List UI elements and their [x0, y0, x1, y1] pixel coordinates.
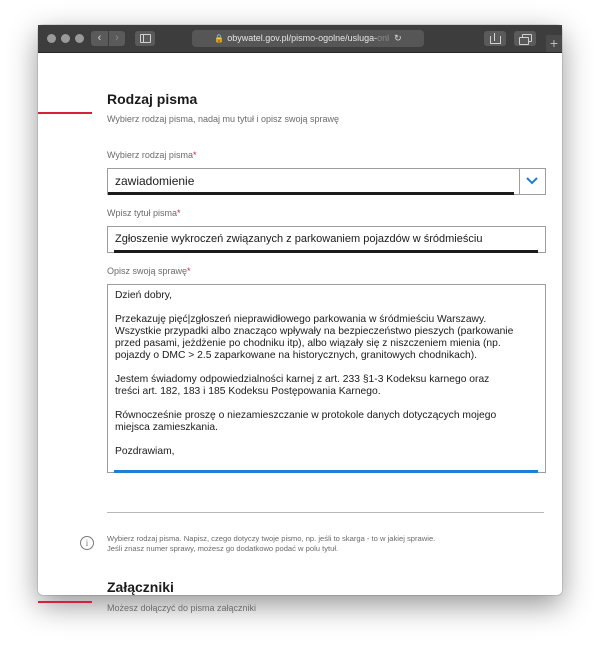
section-title: Załączniki — [107, 579, 174, 595]
minimize-window-button[interactable] — [61, 34, 70, 43]
case-description-textarea[interactable] — [107, 284, 546, 473]
browser-toolbar — [38, 25, 562, 53]
chevron-left-icon: ‹ — [97, 32, 102, 44]
textarea-focus-bar — [114, 470, 538, 473]
letter-title-input[interactable] — [107, 226, 546, 253]
back-button[interactable] — [91, 31, 108, 46]
section-accent-line — [38, 112, 92, 114]
text-paragraph: Dzień dobry, — [115, 290, 173, 301]
type-field-label: Wybierz rodzaj pisma* — [107, 150, 197, 160]
text-paragraph: Przekazuję pięć|zgłoszeń nieprawidłowego parkowania w śródmieściu Warszawy. Wszystkie przypadki albo znacząco wpływały na bezpieczeństwo pieszych (parkowanie przed pasami, jeżdżenie po chodniku itp), albo wiązały się z niszczeniem mienia (np. pojazdy o DMC > 2.5 zaparkowane na historycznych, granitowych chodnikach). — [115, 314, 514, 361]
browser-window — [38, 25, 562, 613]
select-value: zawiadomienie — [115, 174, 195, 188]
section-description: Możesz dołączyć do pisma załączniki — [107, 603, 257, 613]
reload-icon[interactable]: ↻ — [394, 33, 402, 43]
address-bar[interactable] — [192, 30, 424, 47]
close-window-button[interactable] — [47, 34, 56, 43]
info-text: Wybierz rodzaj pisma. Napisz, czego dotyczy twoje pismo, np. jeśli to skarga - to w jakiej sprawie. Jeśli znasz numer sprawy, możesz go dodatkowo podać w polu tytuł. — [107, 534, 436, 553]
textarea-content — [115, 290, 539, 470]
url-text: obywatel.gov.pl/pismo-ogolne/usluga- — [227, 33, 378, 43]
divider — [107, 512, 544, 513]
select-toggle[interactable] — [519, 169, 545, 194]
title-input-value: Zgłoszenie wykroczeń związanych z parkowaniem pojazdów w śródmieściu — [115, 233, 483, 245]
info-icon: i — [80, 536, 94, 550]
text-paragraph: Jestem świadomy odpowiedzialności karnej z art. 233 §1-3 Kodeksu karnego oraz treści art. 182, 183 i 185 Kodeksu Postępowania Karnego. — [115, 374, 490, 397]
section-title: Rodzaj pisma — [107, 91, 198, 107]
show-tabs-button[interactable] — [514, 31, 536, 46]
chevron-down-icon — [526, 177, 538, 185]
zoom-window-button[interactable] — [75, 34, 84, 43]
sidebar-toggle-button[interactable] — [135, 31, 155, 46]
share-button[interactable] — [484, 31, 506, 46]
page-content — [38, 53, 562, 613]
section-accent-line — [38, 601, 92, 603]
description-field-label: Opisz swoją sprawę* — [107, 266, 191, 276]
section-description: Wybierz rodzaj pisma, nadaj mu tytuł i opisz swoją sprawę — [107, 114, 340, 124]
share-icon — [490, 36, 501, 44]
title-field-label: Wpisz tytuł pisma* — [107, 208, 181, 218]
text-paragraph: Pozdrawiam, — [115, 446, 175, 457]
letter-type-select[interactable] — [107, 168, 546, 195]
sidebar-icon — [140, 34, 151, 43]
url-text-faded: onl — [377, 33, 390, 43]
lock-icon: 🔒 — [214, 34, 225, 43]
chevron-right-icon: › — [115, 32, 119, 44]
forward-button[interactable] — [109, 31, 125, 46]
text-paragraph: Równocześnie proszę o niezamieszczanie w protokole danych dotyczących mojego miejsca zamieszkania. — [115, 410, 497, 433]
new-tab-button[interactable]: + — [546, 35, 562, 52]
